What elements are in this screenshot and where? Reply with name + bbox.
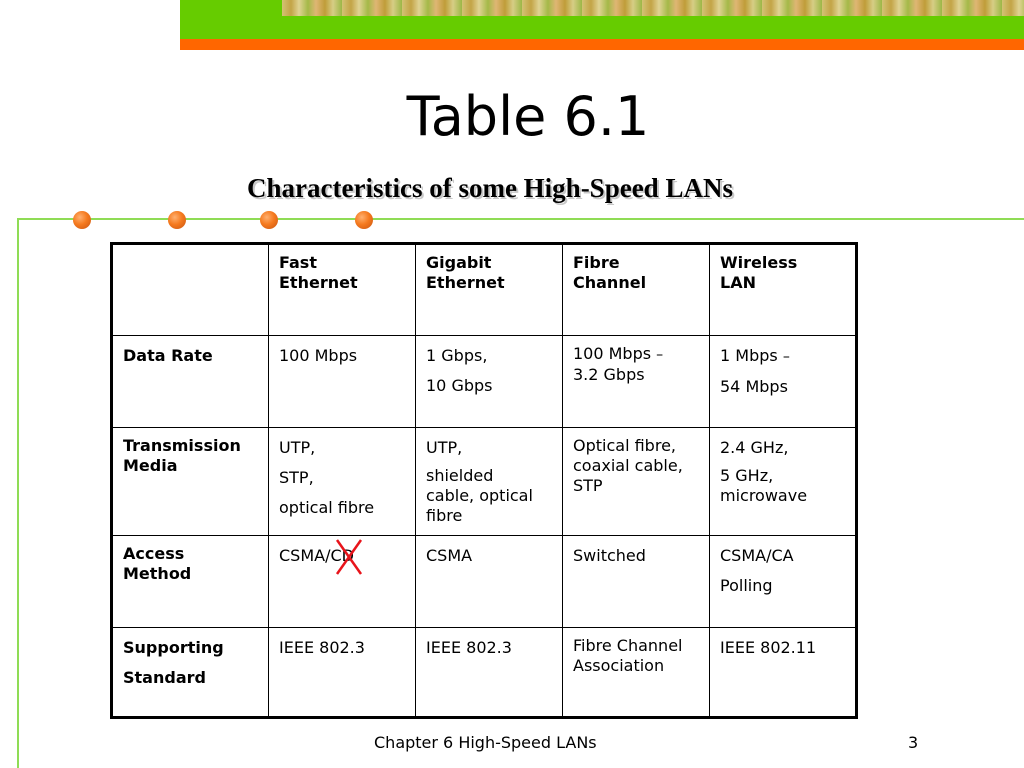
cell-line: Association: [573, 656, 665, 675]
header-floral-strip: [282, 0, 1024, 16]
row-label-line2: Standard: [123, 668, 206, 687]
header-wireless-lan: [710, 244, 857, 336]
row-label-line1: Supporting: [123, 638, 224, 657]
cell-line: 5 GHz,: [720, 466, 774, 485]
cell-media-wireless-lan: [710, 428, 857, 536]
cell-media-fast-ethernet: [269, 428, 416, 536]
cell-standard-gigabit-ethernet: IEEE 802.3: [416, 628, 563, 718]
cell-line: 54 Mbps: [720, 377, 788, 396]
cell-line: coaxial cable,: [573, 456, 683, 475]
table-row-data-rate: [112, 336, 857, 428]
crossed-value: [279, 544, 354, 568]
lan-characteristics-table: [110, 242, 858, 719]
left-accent-line: [17, 219, 19, 768]
cell-text: 100 Mbps: [573, 344, 652, 363]
cell-line: Optical fibre,: [573, 436, 676, 455]
cell-line: shielded: [426, 466, 494, 485]
header-fibre-channel-line2: Channel: [573, 273, 647, 292]
cell-line: 3.2 Gbps: [573, 365, 645, 384]
dash-glyph: –: [656, 347, 664, 363]
cell-line: Polling: [720, 576, 773, 595]
header-fast-ethernet: [269, 244, 416, 336]
header-fibre-channel: [563, 244, 710, 336]
cell-access-wireless-lan: [710, 536, 857, 628]
row-label-line2: Media: [123, 456, 178, 475]
table-row-access-method: [112, 536, 857, 628]
cell-line: STP,: [279, 468, 314, 487]
cell-line: CSMA/CA: [720, 546, 794, 565]
footer-chapter: Chapter 6 High-Speed LANs: [374, 733, 597, 752]
header-gigabit-ethernet: [416, 244, 563, 336]
row-label-line1: Access: [123, 544, 185, 563]
row-label-access-method: [112, 536, 269, 628]
row-label-supporting-standard: [112, 628, 269, 718]
row-label-data-rate: Data Rate: [112, 336, 269, 428]
cell-line: Fibre Channel: [573, 636, 683, 655]
cell-line: fibre: [426, 506, 463, 525]
cell-data-rate-gigabit-ethernet: [416, 336, 563, 428]
page-number: 3: [908, 733, 919, 752]
cell-access-fibre-channel: Switched: [563, 536, 710, 628]
cell-media-gigabit-ethernet: [416, 428, 563, 536]
cell-line: optical fibre: [279, 498, 375, 517]
header-fast-ethernet-line1: Fast: [279, 253, 317, 272]
row-label-line1: Transmission: [123, 436, 241, 455]
slide-subtitle: Characteristics of some High-Speed LANs: [247, 173, 733, 203]
header-fast-ethernet-line2: Ethernet: [279, 273, 358, 292]
cell-line: 2.4 GHz,: [720, 438, 789, 457]
orange-dot-icon: [260, 211, 278, 229]
cell-standard-fast-ethernet: IEEE 802.3: [269, 628, 416, 718]
row-label-line2: Method: [123, 564, 192, 583]
cell-line: UTP,: [279, 438, 316, 457]
cell-text: CSMA/CD: [279, 546, 354, 565]
cell-media-fibre-channel: [563, 428, 710, 536]
cell-access-fast-ethernet: [269, 536, 416, 628]
header-wireless-lan-line2: LAN: [720, 273, 756, 292]
cell-line: 1 Gbps,: [426, 346, 488, 365]
cell-line: 10 Gbps: [426, 376, 493, 395]
cell-text: 1 Mbps: [720, 346, 778, 365]
table-row-transmission-media: [112, 428, 857, 536]
cell-line: [573, 344, 699, 365]
dash-glyph: –: [782, 349, 790, 365]
table-corner-cell: [112, 244, 269, 336]
header-fibre-channel-line1: Fibre: [573, 253, 620, 272]
header-wireless-lan-line1: Wireless: [720, 253, 798, 272]
cell-line: microwave: [720, 486, 808, 505]
cell-access-gigabit-ethernet: CSMA: [416, 536, 563, 628]
table-header-row: [112, 244, 857, 336]
cell-line: [720, 344, 845, 369]
cell-standard-fibre-channel: [563, 628, 710, 718]
cell-data-rate-fast-ethernet: 100 Mbps: [269, 336, 416, 428]
row-label-transmission-media: [112, 428, 269, 536]
header-orange-bar: [180, 39, 1024, 50]
orange-dot-icon: [168, 211, 186, 229]
cell-data-rate-wireless-lan: [710, 336, 857, 428]
slide-title: Table 6.1: [406, 85, 650, 148]
cell-line: cable, optical: [426, 486, 533, 505]
orange-dot-icon: [73, 211, 91, 229]
cell-line: STP: [573, 476, 603, 495]
header-gigabit-ethernet-line1: Gigabit: [426, 253, 492, 272]
cell-line: UTP,: [426, 438, 463, 457]
header-gigabit-ethernet-line2: Ethernet: [426, 273, 505, 292]
cell-standard-wireless-lan: IEEE 802.11: [710, 628, 857, 718]
orange-dot-icon: [355, 211, 373, 229]
x-mark-icon: [334, 538, 364, 576]
cell-data-rate-fibre-channel: [563, 336, 710, 428]
table-row-supporting-standard: [112, 628, 857, 718]
